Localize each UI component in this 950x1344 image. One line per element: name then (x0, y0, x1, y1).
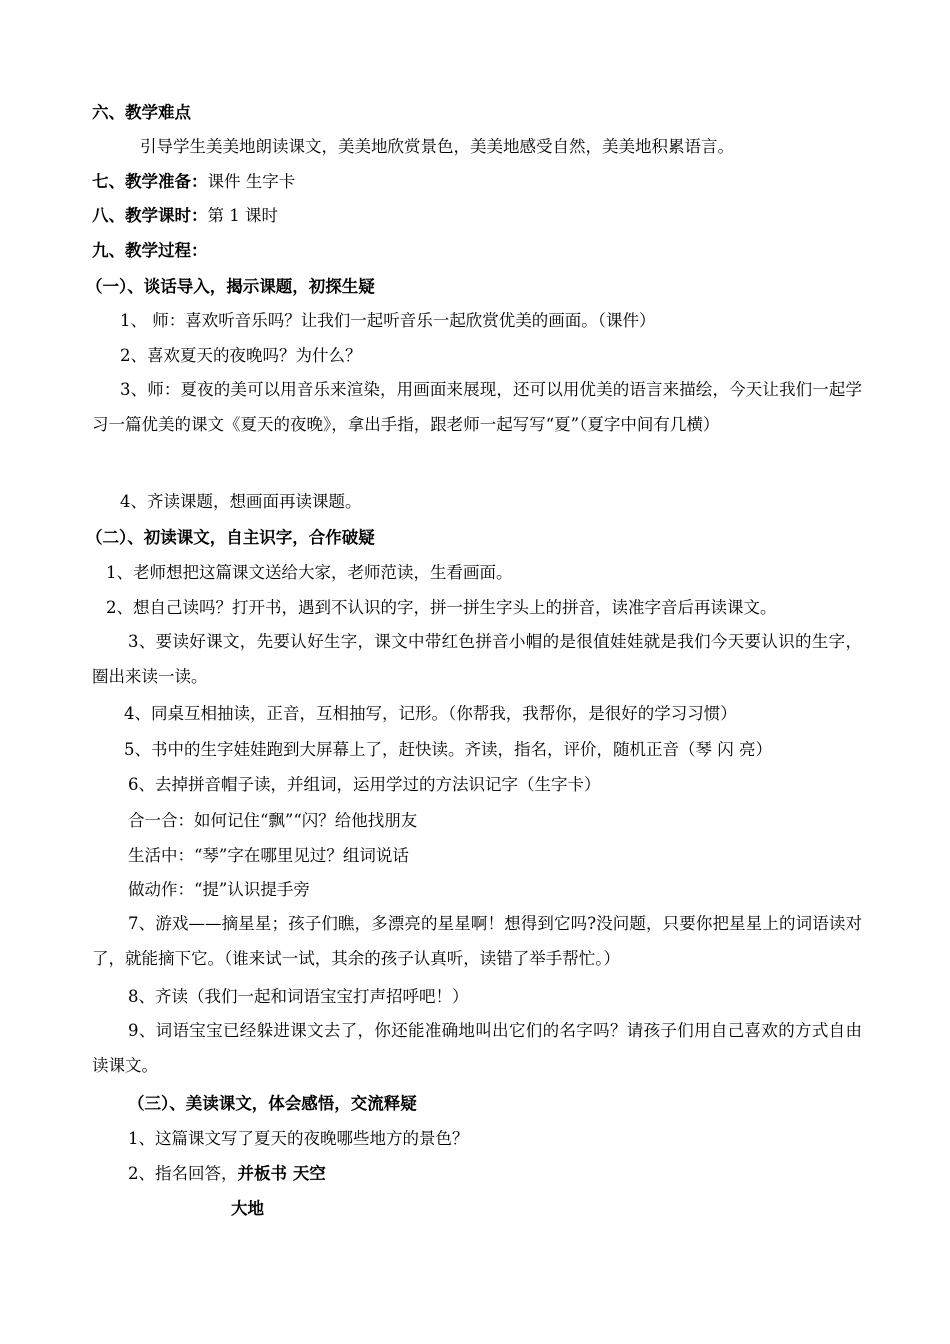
s1-item-3: 3、师：夏夜的美可以用音乐来渲染，用画面来展现，还可以用优美的语言来描绘，今天让我们一起学习一篇优美的课文《夏天的夜晚》，拿出手指，跟老师一起写写“夏”（夏字中间有几横） (92, 380, 862, 434)
s2-item-3: 3、要读好课文，先要认好生字，课文中带红色拼音小帽的是很值娃娃就是我们今天要认识的生字，圈出来读一读。 (92, 632, 862, 686)
s2-item-2: 2、想自己读吗？打开书，遇到不认识的字，拼一拼生字头上的拼音，读准字音后再读课文。 (106, 598, 777, 617)
heading-teaching-process: 九、教学过程： (92, 241, 208, 260)
preparation-value: 课件 生字卡 (207, 172, 296, 191)
preparation-label: 七、教学准备： (92, 172, 208, 191)
difficulty-text: 引导学生美美地朗读课文，美美地欣赏景色，美美地感受自然，美美地积累语言。 (140, 137, 734, 156)
s1-item-1: 1、 师：喜欢听音乐吗？让我们一起听音乐一起欣赏优美的画面。（课件） (120, 311, 656, 330)
s3-item-2-board: 并板书 天空 (237, 1164, 326, 1183)
heading-teaching-difficulty: 六、教学难点 (92, 103, 191, 122)
section-3-title: （三）、美读课文，体会感悟，交流释疑 (128, 1094, 417, 1113)
s2-item-6a: 合一合：如何记住“飘”“闪？给他找朋友 (128, 811, 418, 830)
teaching-preparation (92, 172, 295, 192)
period-label: 八、教学课时： (92, 206, 208, 225)
s2-item-7: 7、游戏——摘星星；孩子们瞧，多漂亮的星星啊！想得到它吗?没问题，只要你把星星上的词语读对了，就能摘下它。（谁来试一试，其余的孩子认真听，读错了举手帮忙。） (92, 914, 862, 968)
s2-item-4: 4、同桌互相抽读，正音，互相抽写，记形。（你帮我，我帮你，是很好的学习习惯） (124, 704, 737, 723)
s2-item-6c: 做动作：“提”认识提手旁 (128, 880, 310, 899)
period-value: 第 1 课时 (207, 206, 278, 225)
s3-item-1: 1、这篇课文写了夏天的夜晚哪些地方的景色？ (128, 1129, 469, 1148)
s2-item-5: 5、书中的生字娃娃跑到大屏幕上了，赶快读。齐读，指名，评价，随机正音（琴 闪 亮） (124, 740, 772, 759)
s3-item-2 (128, 1164, 326, 1184)
section-1-title: （一）、谈话导入，揭示课题，初探生疑 (86, 277, 375, 296)
s3-item-2-text: 2、指名回答， (128, 1164, 238, 1183)
s2-item-6: 6、去掉拼音帽子读，并组词，运用学过的方法识记字（生字卡） (128, 775, 601, 794)
s2-item-6b: 生活中：“琴”字在哪里见过？组词说话 (128, 846, 409, 865)
s1-item-2: 2、喜欢夏天的夜晚吗？为什么？ (120, 346, 362, 365)
teaching-period (92, 206, 278, 226)
s2-item-9: 9、词语宝宝已经躲进课文去了，你还能准确地叫出它们的名字吗？请孩子们用自己喜欢的方式自由读课文。 (92, 1021, 862, 1075)
s2-item-8: 8、齐读（我们一起和词语宝宝打声招呼吧！） (128, 987, 469, 1006)
section-2-title: （二）、初读课文，自主识字，合作破疑 (86, 528, 375, 547)
board-earth: 大地 (231, 1199, 264, 1218)
s2-item-1: 1、老师想把这篇课文送给大家，老师范读，生看画面。 (106, 563, 513, 582)
s1-item-4: 4、齐读课题，想画面再读课题。 (120, 492, 362, 511)
